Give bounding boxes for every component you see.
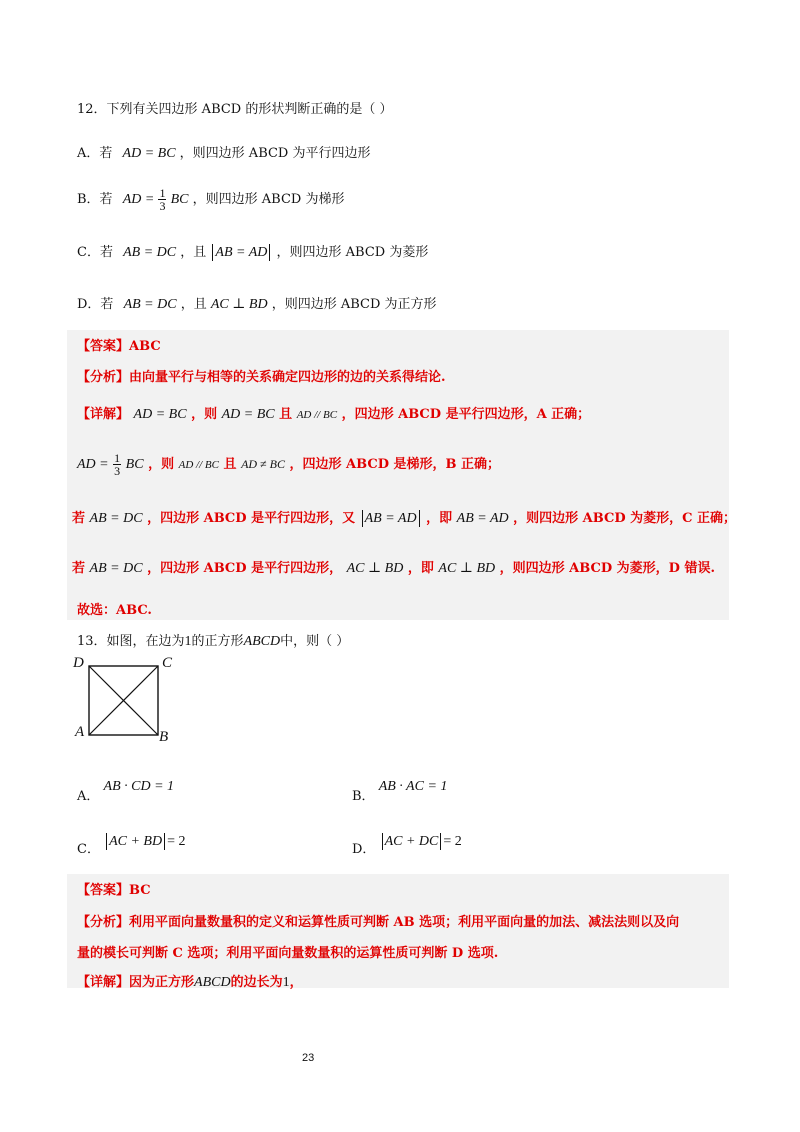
detail-text: ，则 [148,457,175,472]
q13-option-a [77,779,175,805]
stem-abcd: ABCD [243,634,281,649]
detail-text: 的边长为 [230,975,283,990]
detail-text: ，即 [426,511,453,526]
stem-text: 的正方形 [191,634,244,649]
option-d-value: = 2 [443,834,462,849]
detail-eq: AB = AD [456,511,509,526]
detail-text: ，四边形 ABCD 是平行四边形，又 [147,511,356,526]
option-b-right: BC [170,192,189,207]
fraction-denominator: 3 [159,199,166,213]
abs-bar [212,244,213,261]
detail-left: AD = [77,457,109,472]
analysis-tag: 【分析】 [77,915,130,930]
vertex-c-label: C [162,655,173,671]
option-c-abs: AB = AD [215,245,268,260]
q12-detail-line-3 [72,507,736,527]
detail-parallel: AD // BC [178,459,219,471]
fraction-denominator: 3 [114,464,121,478]
analysis-tag: 【分析】 [77,370,130,385]
q12-detail-line-2 [77,452,500,477]
q12-detail-line-4 [72,557,715,577]
q12-option-b [77,187,344,212]
option-c-expr: AB = DC [123,245,177,260]
option-d-mid: ，且 [180,297,207,312]
option-b-prefix: B．若 [77,192,113,207]
abs-bar [106,833,107,850]
detail-text: 且 [223,457,237,472]
square-figure [70,655,180,750]
q13-detail [77,971,303,991]
option-a-suffix: ，则四边形 ABCD 为平行四边形 [179,146,371,161]
detail-eq: AD = BC [221,407,275,422]
page-number: 23 [302,1052,315,1064]
q12-option-d [77,293,437,313]
vertex-a-label: A [75,724,85,740]
q13-option-c [77,834,186,858]
answer-tag: 【答案】 [77,339,130,354]
detail-text: 若 [72,561,86,576]
option-d-expr: AC + DC [384,834,439,849]
detail-expr: AB = DC [89,511,143,526]
detail-text: 且 [279,407,293,422]
option-c-mid: ，且 [180,245,207,260]
option-b-suffix: ，则四边形 ABCD 为梯形 [192,192,345,207]
detail-eq: AC ⊥ BD [438,561,496,576]
option-a-prefix: A． [77,789,100,804]
analysis-text: 由向量平行与相等的关系确定四边形的边的关系得结论. [129,370,446,385]
detail-text: ，则 [191,407,218,422]
detail-perp: AC ⊥ BD [346,561,404,576]
option-b-prefix: B． [352,789,375,804]
detail-parallel: AD // BC [296,409,338,421]
detail-tag: 【详解】 [77,407,130,422]
option-b-left: AD = [122,192,155,207]
detail-fraction [113,452,121,477]
option-a-expr: AD = BC [122,146,176,161]
q12-analysis [77,366,446,385]
q12-option-a [77,142,371,162]
detail-one: 1 [282,975,290,990]
q12-conclusion: 故选：ABC. [77,603,152,618]
option-a-prefix: A．若 [77,146,113,161]
detail-text: ，则四边形 ABCD 为菱形，C 正确； [513,511,737,526]
q13-analysis-line-2: 量的模长可判断 C 选项；利用平面向量数量积的运算性质可判断 D 选项. [77,946,499,961]
abs-bar [164,833,165,850]
answer-value: ABC [129,339,161,354]
q13-answer [77,879,151,898]
option-d-prefix: D．若 [77,297,114,312]
option-c-prefix: C．若 [77,245,113,260]
detail-abs: AB = AD [364,511,417,526]
q12-option-c [77,241,428,261]
analysis-text: 利用平面向量数量积的定义和运算性质可判断 AB 选项；利用平面向量的加法、减法法则以及向 [129,915,680,930]
stem-text: 中，则（ ） [280,634,350,649]
q13-analysis-line-1 [77,911,679,930]
q13-option-b [352,779,448,805]
q12-stem: 12．下列有关四边形 ABCD 的形状判断正确的是（ ） [77,102,393,117]
detail-neq: AD ≠ BC [241,457,285,471]
detail-expr: AD = BC [133,407,187,422]
abs-bar [419,510,420,527]
detail-text: ， [289,975,303,990]
abs-bar [269,244,270,261]
detail-text: 若 [72,511,86,526]
abs-bar [382,833,383,850]
option-d-expr: AB = DC [123,297,177,312]
option-b-expr: AB · AC = 1 [378,779,448,794]
detail-text: ，四边形 ABCD 是平行四边形，A 正确； [341,407,591,422]
q13-option-d [352,834,462,858]
answer-tag: 【答案】 [77,883,130,898]
option-d-prefix: D． [352,842,376,857]
detail-expr: AB = DC [89,561,143,576]
detail-right: BC [125,457,144,472]
fraction-numerator: 1 [159,186,166,200]
option-d-suffix: ，则四边形 ABCD 为正方形 [271,297,437,312]
stem-one: 1 [184,634,192,649]
detail-text: ，即 [407,561,434,576]
q12-answer [77,335,161,354]
detail-abcd: ABCD [194,975,231,990]
vertex-d-label: D [73,655,84,671]
q12-detail-line-1 [77,403,590,423]
detail-text: ，四边形 ABCD 是梯形，B 正确； [289,457,501,472]
abs-bar [440,833,441,850]
option-c-suffix: ，则四边形 ABCD 为菱形 [276,245,429,260]
answer-value: BC [129,883,151,898]
detail-tag: 【详解】 [77,975,130,990]
option-c-value: = 2 [167,834,186,849]
option-c-expr: AC + BD [109,834,163,849]
option-a-expr: AB · CD = 1 [103,779,175,794]
stem-text: 13．如图，在边为 [77,634,185,649]
q13-stem [77,630,349,650]
detail-text: ，则四边形 ABCD 为菱形，D 错误. [499,561,715,576]
detail-text: ，四边形 ABCD 是平行四边形， [147,561,343,576]
detail-text: 因为正方形 [129,975,195,990]
vertex-b-label: B [159,729,169,745]
abs-bar [362,510,363,527]
fraction-numerator: 1 [114,451,121,465]
option-c-prefix: C． [77,842,100,857]
option-b-fraction [158,187,166,212]
option-d-perp: AC ⊥ BD [210,297,268,312]
